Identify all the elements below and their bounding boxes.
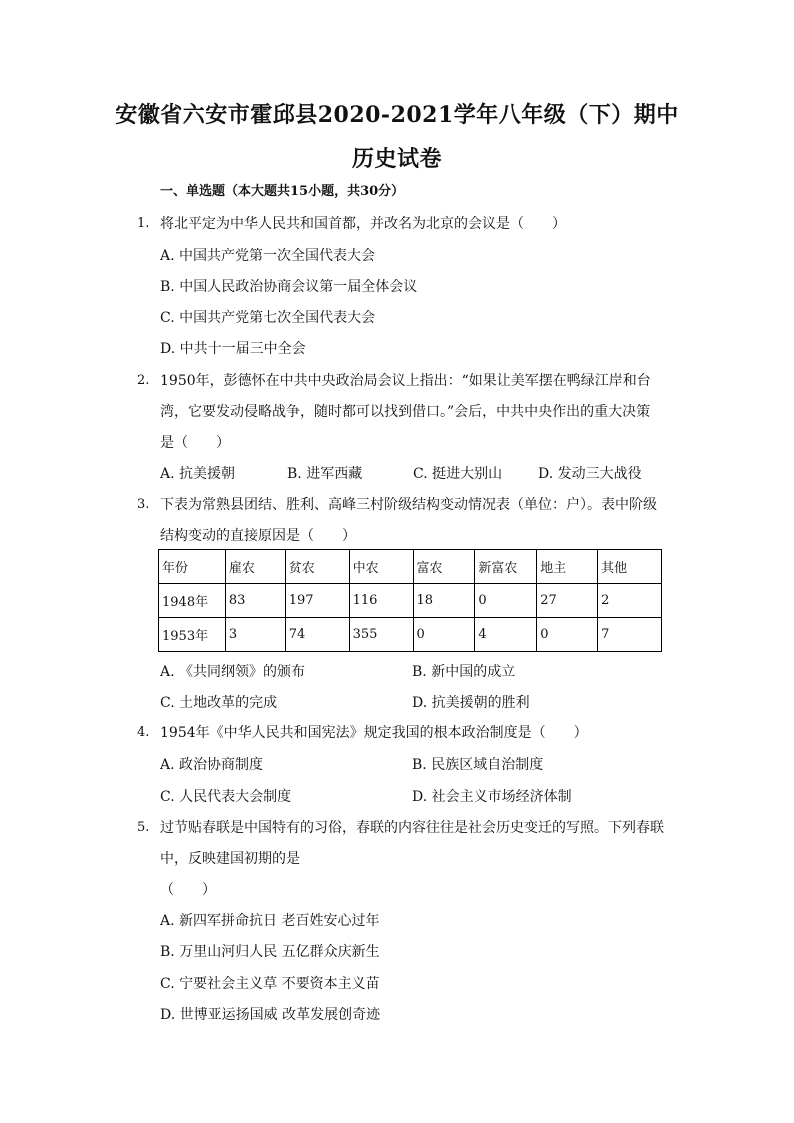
- question-stem-line: 结构变动的直接原因是（ ）: [160, 528, 356, 544]
- table-header-cell: 地主: [537, 550, 598, 584]
- table-cell: 7: [598, 618, 662, 652]
- question-stem-line: 1950年，彭德怀在中共中央政治局会议上指出：“如果让美军摆在鸭绿江岸和台: [160, 373, 651, 389]
- table-cell: 18: [413, 584, 475, 618]
- question-stem-line: 下表为常熟县团结、胜利、高峰三村阶级结构变动情况表（单位：户）。表中阶级: [160, 497, 657, 513]
- table-cell: 0: [537, 618, 598, 652]
- question-number: 1.: [137, 216, 150, 231]
- table-cell: 197: [285, 584, 349, 618]
- option-b: B. 民族区域自治制度: [412, 757, 544, 773]
- option-a: A. 抗美援朝: [160, 466, 236, 482]
- option-b: B. 进军西藏: [287, 466, 363, 482]
- table-cell: 1953年: [159, 618, 226, 652]
- option-b: B. 新中国的成立: [412, 664, 516, 680]
- table-header-cell: 其他: [598, 550, 662, 584]
- option-d: D. 抗美援朝的胜利: [412, 695, 530, 711]
- table-cell: 27: [537, 584, 598, 618]
- table-cell: 2: [598, 584, 662, 618]
- table-header-cell: 年份: [159, 550, 226, 584]
- question-number: 5.: [137, 820, 150, 835]
- question-number: 2.: [137, 373, 150, 388]
- option-b: B. 中国人民政治协商会议第一届全体会议: [160, 279, 418, 295]
- table-cell: 74: [285, 618, 349, 652]
- table-header-row: [159, 550, 662, 584]
- option-d: D. 世博亚运扬国威 改革发展创奇迹: [160, 1007, 381, 1023]
- option-a: A. 政治协商制度: [160, 757, 264, 773]
- option-d: D. 社会主义市场经济体制: [412, 789, 572, 805]
- table-row: [159, 618, 662, 652]
- question-stem-line: （ ）: [160, 882, 216, 898]
- question-stem-line: 是（ ）: [160, 435, 230, 451]
- table-cell: 3: [225, 618, 285, 652]
- question-stem-line: 湾，它要发动侵略战争，随时都可以找到借口。”会后，中共中央作出的重大决策: [160, 404, 651, 420]
- document-title-line-2: 历史试卷: [351, 146, 442, 172]
- table-cell: 0: [475, 584, 537, 618]
- question-stem-line: 过节贴春联是中国特有的习俗，春联的内容往往是社会历史变迁的写照。下列春联: [160, 820, 664, 836]
- option-c: C. 挺进大别山: [413, 466, 503, 482]
- table-header-cell: 新富农: [475, 550, 537, 584]
- table-cell: 355: [349, 618, 413, 652]
- table-cell: 83: [225, 584, 285, 618]
- table-cell: 116: [349, 584, 413, 618]
- question-stem: 1954年《中华人民共和国宪法》规定我国的根本政治制度是（ ）: [160, 725, 588, 741]
- option-c: C. 中国共产党第七次全国代表大会: [160, 310, 376, 326]
- table-cell: 4: [475, 618, 537, 652]
- option-d: D. 发动三大战役: [538, 466, 642, 482]
- document-title-line-1: 安徽省六安市霍邱县2020-2021学年八年级（下）期中: [115, 102, 679, 128]
- option-a: A. 新四军拼命抗日 老百姓安心过年: [160, 913, 380, 929]
- table-row: [159, 584, 662, 618]
- option-a: A. 《共同纲领》的颁布: [160, 664, 306, 680]
- table-header-cell: 富农: [413, 550, 475, 584]
- option-d: D. 中共十一届三中全会: [160, 341, 306, 357]
- option-c: C. 人民代表大会制度: [160, 789, 292, 805]
- table-header-cell: 贫农: [285, 550, 349, 584]
- option-a: A. 中国共产党第一次全国代表大会: [160, 248, 376, 264]
- table-header-cell: 雇农: [225, 550, 285, 584]
- question-stem-line: 中，反映建国初期的是: [160, 851, 300, 867]
- option-b: B. 万里山河归人民 五亿群众庆新生: [160, 944, 380, 960]
- section-heading: 一、单选题（本大题共15小题，共30分）: [160, 184, 405, 199]
- option-c: C. 土地改革的完成: [160, 695, 278, 711]
- class-structure-table: [158, 549, 662, 652]
- question-number: 3.: [137, 497, 150, 512]
- table-cell: 1948年: [159, 584, 226, 618]
- option-c: C. 宁要社会主义草 不要资本主义苗: [160, 976, 380, 992]
- question-number: 4.: [137, 725, 150, 740]
- table-cell: 0: [413, 618, 475, 652]
- table-header-cell: 中农: [349, 550, 413, 584]
- question-stem: 将北平定为中华人民共和国首都，并改名为北京的会议是（ ）: [160, 216, 566, 232]
